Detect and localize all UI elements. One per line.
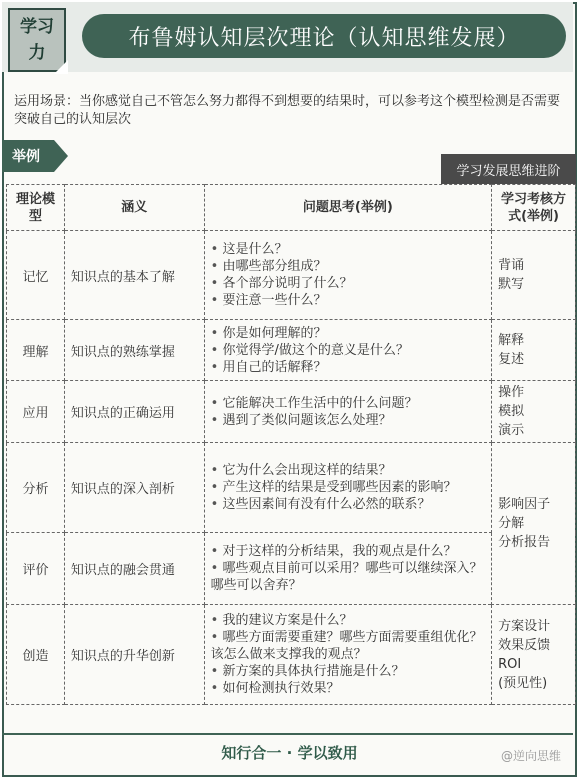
- question-item: • 对于这样的分析结果，我的观点是什么？: [211, 543, 485, 560]
- header-meaning: 涵义: [64, 185, 204, 231]
- question-item: • 新方案的具体执行措施是什么？: [211, 663, 485, 680]
- assessment-item: 解释: [498, 333, 525, 348]
- question-item: • 哪些方面需要重建？哪些方面需要重组优化？该怎么做来支撑我的观点？: [211, 629, 485, 663]
- assessment-item: 分解: [498, 516, 525, 531]
- question-item: • 用自己的话解释？: [211, 359, 485, 376]
- header: [2, 2, 573, 72]
- questions-cell: [204, 231, 491, 320]
- questions-cell: [204, 605, 491, 705]
- assessment-item: 操作: [498, 385, 525, 400]
- question-item: • 你是如何理解的？: [211, 325, 485, 342]
- assessment-item: 方案设计: [498, 618, 551, 634]
- category-tag-line2: 力: [28, 43, 46, 63]
- question-item: • 你觉得学/做这个的意义是什么？: [211, 342, 485, 359]
- usage-scene-text: 运用场景：当你感觉自己不管怎么努力都得不到想要的结果时，可以参考这个模型检测是否需要突破自己的认知层次: [14, 94, 561, 127]
- example-arrow-icon: [54, 140, 68, 172]
- meaning-cell: 知识点的基本了解: [64, 231, 204, 320]
- table-row: [7, 443, 576, 533]
- assessment-item: 分析报告: [498, 535, 551, 550]
- assessment-item: 效果反馈: [498, 637, 551, 653]
- category-tag-line1: 学习: [20, 17, 54, 37]
- question-item: • 要注意一些什么？: [211, 292, 485, 309]
- meaning-cell: 知识点的深入剖析: [64, 443, 204, 533]
- assessment-item: 影响因子: [498, 497, 551, 512]
- table-row: [7, 231, 576, 320]
- questions-cell: [204, 381, 491, 443]
- table-row: [7, 320, 576, 381]
- assessment-item: 背诵: [498, 258, 525, 273]
- model-cell: 理解: [7, 320, 65, 381]
- header-questions: 问题思考(举例): [204, 185, 491, 231]
- question-item: • 它能解决工作生活中的什么问题？: [211, 395, 485, 412]
- question-item: • 它为什么会出现这样的结果？: [211, 462, 485, 479]
- assessment-item: (预见性): [498, 675, 548, 691]
- bloom-table: [6, 184, 576, 705]
- meaning-cell: 知识点的升华创新: [64, 605, 204, 705]
- questions-cell: [204, 533, 491, 605]
- model-cell: 应用: [7, 381, 65, 443]
- table-row: [7, 381, 576, 443]
- question-item: • 各个部分说明了什么？: [211, 275, 485, 292]
- assessment-item: 演示: [498, 423, 525, 438]
- model-cell: 分析: [7, 443, 65, 533]
- table-row: [7, 605, 576, 705]
- page-title: 布鲁姆认知层次理论（认知思维发展）: [82, 14, 566, 58]
- question-item: • 我的建议方案是什么？: [211, 612, 485, 629]
- footer-divider: [2, 733, 573, 735]
- question-item: • 遇到了类似问题该怎么处理？: [211, 412, 485, 429]
- question-item: • 哪些观点目前可以采用？哪些可以继续深入？哪些可以舍弃？: [211, 560, 485, 594]
- assessment-cell: [492, 605, 576, 705]
- questions-cell: [204, 320, 491, 381]
- assessment-cell: [492, 381, 576, 443]
- meaning-cell: 知识点的正确运用: [64, 381, 204, 443]
- question-item: • 如何检测执行效果？: [211, 680, 485, 697]
- model-cell: 记忆: [7, 231, 65, 320]
- table-header-row: [7, 185, 576, 231]
- questions-cell: [204, 443, 491, 533]
- footer-slogan: 知行合一 · 学以致用: [221, 744, 358, 762]
- question-item: • 由哪些部分组成？: [211, 258, 485, 275]
- example-label: 举例: [2, 140, 54, 172]
- assessment-item: 模拟: [498, 404, 525, 419]
- watermark: @逆向思维: [500, 749, 561, 763]
- assessment-cell: [492, 231, 576, 320]
- question-item: • 产生这样的结果是受到哪些因素的影响？: [211, 479, 485, 496]
- header-model: 理论模型: [7, 185, 65, 231]
- assessment-cell: [492, 443, 576, 605]
- model-cell: 创造: [7, 605, 65, 705]
- tag-fold-corner: [54, 60, 68, 74]
- meaning-cell: 知识点的融会贯通: [64, 533, 204, 605]
- header-assessment: 学习考核方式(举例): [492, 185, 576, 231]
- table-row: [7, 533, 576, 605]
- question-item: • 这些因素间有没有什么必然的联系？: [211, 496, 485, 513]
- assessment-item: 默写: [498, 277, 525, 292]
- assessment-cell: [492, 320, 576, 381]
- assessment-item: 复述: [498, 352, 525, 367]
- model-cell: 评价: [7, 533, 65, 605]
- question-item: • 这是什么？: [211, 241, 485, 258]
- meaning-cell: 知识点的熟练掌握: [64, 320, 204, 381]
- progress-badge: 学习发展思维进阶: [441, 154, 576, 184]
- assessment-item: ROI: [498, 656, 522, 672]
